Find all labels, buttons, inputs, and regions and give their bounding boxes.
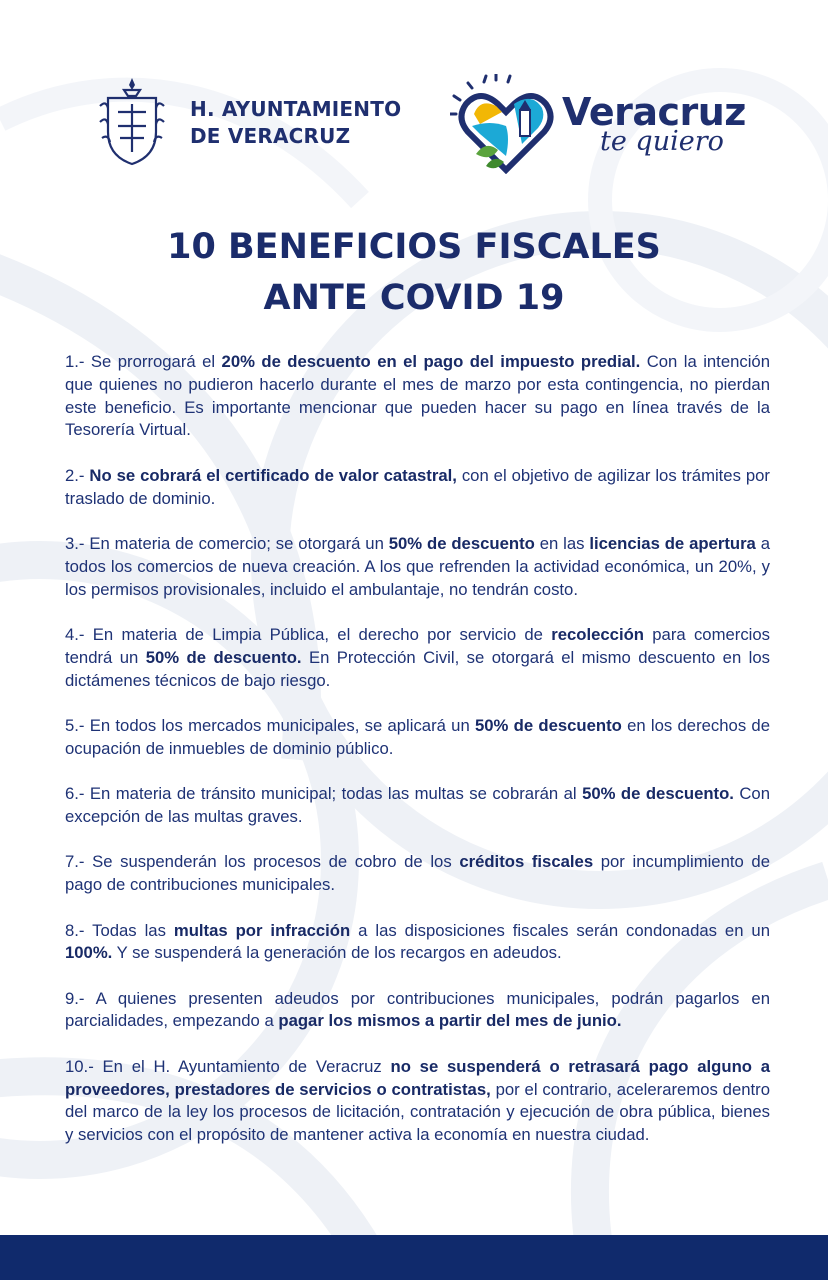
- benefit-item: [65, 715, 770, 761]
- benefit-item: [65, 351, 770, 442]
- benefit-item: [65, 624, 770, 692]
- page-title-line2: ANTE COVID 19: [263, 278, 565, 318]
- benefit-text: en los derechos de ocupación de inmuebles de dominio público.: [65, 715, 770, 758]
- benefit-text: 4.- En materia de Limpia Pública, el derecho por servicio de: [65, 624, 552, 644]
- benefit-text: 6.- En materia de tránsito municipal; todas las multas se cobrarán al: [65, 784, 583, 804]
- header: [0, 70, 828, 180]
- benefit-highlight: 50% de descuento: [388, 533, 535, 553]
- organization-name: [190, 96, 401, 150]
- benefit-highlight: 50% de descuento: [475, 715, 622, 735]
- benefit-item: [65, 465, 770, 511]
- brand-tagline: te quiero: [600, 126, 724, 157]
- organization-name-line1: H. AYUNTAMIENTO: [190, 97, 402, 121]
- benefit-highlight: multas por infracción: [173, 920, 351, 940]
- benefit-text: a todos los comercios de nueva creación. A los que refrenden la actividad económica, un 20%, y los permisos provisionales, incluido el ambulantaje, no tendrán costo.: [65, 533, 770, 599]
- benefit-highlight: créditos fiscales: [459, 852, 594, 872]
- benefits-list: [65, 351, 770, 1170]
- footer-bar: [0, 1235, 828, 1280]
- page-title-line1: 10 BENEFICIOS FISCALES: [167, 227, 661, 267]
- benefit-text: por el contrario, aceleraremos dentro del marco de la ley los procesos de licitación, contratación y ejecución de obra pública, bienes y servicios con el propósito de mantener activa la economía en nuestra ciudad.: [65, 1079, 771, 1145]
- benefit-highlight: 100%.: [65, 943, 113, 963]
- veracruz-coat-of-arms-icon: [96, 76, 168, 168]
- benefit-text: 5.- En todos los mercados municipales, se aplicará un: [65, 715, 475, 735]
- benefit-highlight: pagar los mismos a partir del mes de junio.: [278, 1011, 622, 1031]
- benefit-item: [65, 851, 770, 897]
- benefit-text: 10.- En el H. Ayuntamiento de Veracruz: [65, 1056, 391, 1076]
- benefit-text: 9.- A quienes presenten adeudos por contribuciones municipales, podrán pagarlos en parcialidades, empezando a: [65, 988, 770, 1031]
- benefit-item: [65, 783, 770, 829]
- benefit-text: 1.- Se prorrogará el: [65, 352, 222, 371]
- benefit-text: 3.- En materia de comercio; se otorgará un: [65, 533, 389, 553]
- benefit-highlight: 50% de descuento.: [145, 647, 302, 667]
- benefit-text: a las disposiciones fiscales serán condonadas en un: [350, 920, 770, 940]
- benefit-highlight: 20% de descuento en el pago del impuesto predial.: [221, 352, 641, 371]
- benefit-item: [65, 1056, 770, 1147]
- brand-wordmark: Veracruz: [562, 90, 746, 134]
- page-title: [0, 222, 828, 324]
- organization-name-line2: DE VERACRUZ: [190, 124, 351, 148]
- benefit-text: en las: [534, 533, 590, 553]
- benefit-text: 7.- Se suspenderán los procesos de cobro de los: [65, 852, 460, 872]
- heart-sun-lighthouse-logo: [450, 74, 562, 174]
- benefit-highlight: 50% de descuento.: [582, 784, 734, 804]
- benefit-text: Con excepción de las multas graves.: [65, 784, 770, 826]
- benefit-highlight: recolección: [551, 624, 644, 644]
- benefit-text: Con la intención que quienes no pudieron hacerlo durante el mes de marzo por esta contingencia, no pierdan este beneficio. Es importante mencionar que pueden hacer su pago en línea través de la Tesorería Virtual.: [65, 352, 770, 440]
- benefit-highlight: No se cobrará el certificado de valor catastral,: [89, 465, 457, 485]
- benefit-text: 2.-: [65, 465, 90, 485]
- benefit-highlight: licencias de apertura: [589, 533, 756, 553]
- benefit-item: [65, 533, 770, 601]
- benefit-text: En Protección Civil, se otorgará el mismo descuento en los dictámenes técnicos de bajo riesgo.: [65, 647, 770, 690]
- benefit-item: [65, 988, 770, 1034]
- benefit-highlight: no se suspenderá o retrasará pago alguno a proveedores, prestadores de servicios o contratistas,: [65, 1056, 771, 1099]
- benefit-text: Y se suspenderá la generación de los recargos en adeudos.: [112, 943, 562, 963]
- benefit-text: por incumplimiento de pago de contribuciones municipales.: [65, 852, 770, 895]
- benefit-text: con el objetivo de agilizar los trámites por traslado de dominio.: [65, 465, 770, 508]
- benefit-text: para comercios tendrá un: [65, 624, 770, 667]
- benefit-item: [65, 920, 770, 966]
- benefit-text: 8.- Todas las: [65, 920, 174, 940]
